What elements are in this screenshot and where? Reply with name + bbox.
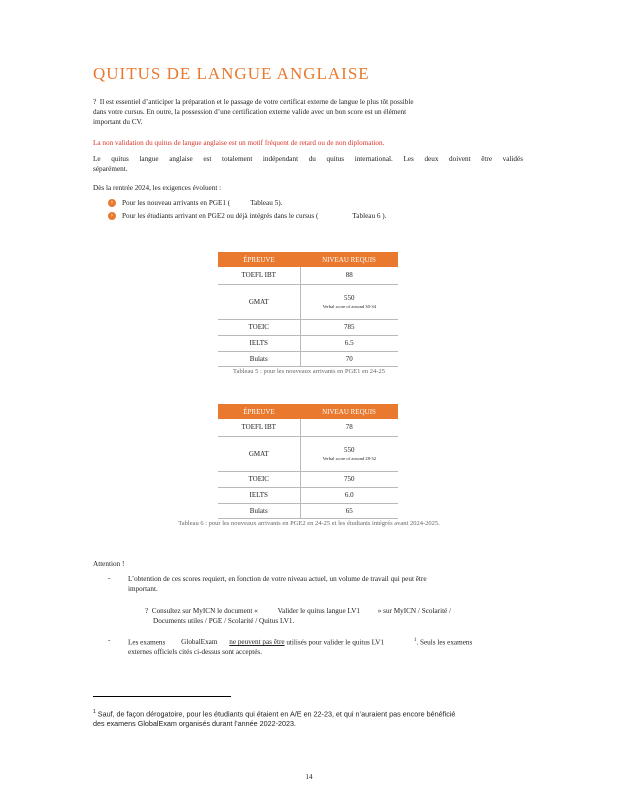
table-row bbox=[218, 284, 398, 319]
required-score: 6.0 bbox=[300, 487, 398, 503]
item2-emphasis: ne peuvent pas être bbox=[229, 638, 285, 647]
footnote-line-1: Sauf, de façon dérogatoire, pour les étudiants qui étaient en A/E en 22-23, et qui n’auraient pas encore bénéficié bbox=[97, 709, 456, 719]
table-row bbox=[218, 319, 398, 335]
required-score: 88 bbox=[300, 267, 398, 284]
independence-line-1: Le quitus langue anglaise est totalement indépendant du quitus international. Les deux doivent être validés bbox=[93, 155, 523, 163]
test-name: TOEFL IBT bbox=[218, 267, 300, 284]
footnote bbox=[93, 707, 553, 729]
rentree-text: Dès la rentrée 2024, les exigences évoluent : bbox=[93, 184, 222, 192]
column-header-test: ÉPREUVE bbox=[218, 404, 300, 419]
table-row bbox=[218, 267, 398, 284]
intro-line-2: dans votre cursus. En outre, la possession d’une certification externe valide avec un bon score est un élément bbox=[93, 108, 407, 116]
intro-line-1: Il est essentiel d’anticiper la préparation et le passage de votre certificat externe de langue le plus tôt possible bbox=[99, 98, 414, 106]
item2-line-2: externes officiels cités ci-dessus sont acceptés. bbox=[128, 648, 262, 657]
required-score: 78 bbox=[300, 419, 398, 436]
table6-link[interactable]: Tableau 6 ). bbox=[352, 212, 387, 220]
column-header-level: NIVEAU REQUIS bbox=[300, 252, 398, 267]
page-title: QUITUS DE LANGUE ANGLAISE bbox=[93, 64, 370, 83]
test-name: TOEIC bbox=[218, 319, 300, 335]
question-marker-icon: ? bbox=[145, 607, 149, 615]
independence-line-2: séparément. bbox=[93, 165, 128, 173]
bullet-text: Pour les étudiants arrivant en PGE2 ou déjà intégrés dans le cursus ( bbox=[122, 212, 319, 220]
footnote-separator bbox=[93, 696, 231, 697]
test-name: Bulats bbox=[218, 503, 300, 518]
consult-instruction bbox=[145, 606, 545, 626]
table6-caption: Tableau 6 : pour les nouveaux arrivants en PGE2 en 24-25 et les étudiants intégrés avant 2024-2025. bbox=[178, 520, 440, 527]
test-name: TOEIC bbox=[218, 471, 300, 487]
item2-part-e: . Seuls les examens bbox=[416, 638, 473, 647]
item2-globalexam: GlobalExam bbox=[181, 638, 218, 647]
bullet-item-pge1 bbox=[108, 198, 282, 208]
consult-text-a: Consultez sur MyICN le document « bbox=[151, 607, 258, 615]
required-score: 70 bbox=[300, 351, 398, 366]
column-header-level: NIVEAU REQUIS bbox=[300, 404, 398, 419]
test-name: Bulats bbox=[218, 351, 300, 366]
table-row bbox=[218, 351, 398, 366]
arrow-bullet-icon: › bbox=[108, 212, 116, 220]
gmat-cell bbox=[300, 284, 398, 319]
attention-item-2 bbox=[128, 636, 548, 657]
attention-item-1-line-1: L’obtention de ces scores requiert, en fonction de votre niveau actuel, un volume de travail qui peut être bbox=[128, 575, 427, 583]
required-score: 6.5 bbox=[300, 335, 398, 351]
requirements-table-6 bbox=[218, 404, 398, 519]
dash-1: - bbox=[108, 574, 111, 582]
table-row bbox=[218, 335, 398, 351]
question-marker-icon: ? bbox=[93, 98, 97, 106]
attention-heading: Attention ! bbox=[93, 560, 125, 568]
table5-caption: Tableau 5 : pour les nouveaux arrivants en PGE1 en 24-25 bbox=[233, 368, 385, 375]
intro-paragraph bbox=[93, 97, 523, 127]
required-score: 65 bbox=[300, 503, 398, 518]
test-name: GMAT bbox=[218, 436, 300, 471]
item2-part-d: utilisés pour valider le quitus LV1 bbox=[286, 638, 385, 647]
table-row bbox=[218, 436, 398, 471]
warning-text: La non validation du quitus de langue anglaise est un motif fréquent de retard ou de non diplomation. bbox=[93, 139, 385, 147]
footnote-reference[interactable]: 1 bbox=[413, 638, 417, 643]
requirements-table-5 bbox=[218, 252, 398, 367]
consult-text-c: » sur MyICN / Scolarité / bbox=[377, 607, 452, 615]
bullet-item-pge2 bbox=[108, 211, 386, 221]
table-row bbox=[218, 471, 398, 487]
independence-paragraph bbox=[93, 154, 523, 174]
attention-item-1 bbox=[128, 574, 528, 594]
test-name: GMAT bbox=[218, 284, 300, 319]
required-score: 550 bbox=[344, 293, 355, 302]
required-score: 785 bbox=[300, 319, 398, 335]
bullet-text: Pour les nouveau arrivants en PGE1 ( bbox=[122, 199, 231, 207]
test-name: IELTS bbox=[218, 335, 300, 351]
table-row bbox=[218, 487, 398, 503]
test-name: TOEFL IBT bbox=[218, 419, 300, 436]
gmat-cell bbox=[300, 436, 398, 471]
table-row bbox=[218, 419, 398, 436]
consult-path: Documents utiles / PGE / Scolarité / Quitus LV1. bbox=[153, 617, 295, 625]
table-row bbox=[218, 503, 398, 518]
dash-2: - bbox=[108, 636, 111, 644]
arrow-bullet-icon: › bbox=[108, 199, 116, 207]
table5-link[interactable]: Tableau 5). bbox=[250, 199, 283, 207]
required-score: 750 bbox=[300, 471, 398, 487]
test-name: IELTS bbox=[218, 487, 300, 503]
score-note: Verbal score of around 30-34 bbox=[322, 303, 377, 309]
column-header-test: ÉPREUVE bbox=[218, 252, 300, 267]
attention-item-1-line-2: important. bbox=[128, 585, 158, 593]
footnote-number: 1 bbox=[93, 709, 96, 715]
score-note: Verbal score of around 28-32 bbox=[322, 455, 377, 461]
page-number: 14 bbox=[305, 773, 313, 781]
item2-part-a: Les examens bbox=[128, 638, 166, 647]
intro-line-3: important du CV. bbox=[93, 118, 143, 126]
document-link[interactable]: Valider le quitus langue LV1 bbox=[277, 607, 360, 615]
footnote-line-2: des examens GlobalExam organisés durant l’année 2022-2023. bbox=[93, 719, 296, 729]
required-score: 550 bbox=[344, 445, 355, 454]
